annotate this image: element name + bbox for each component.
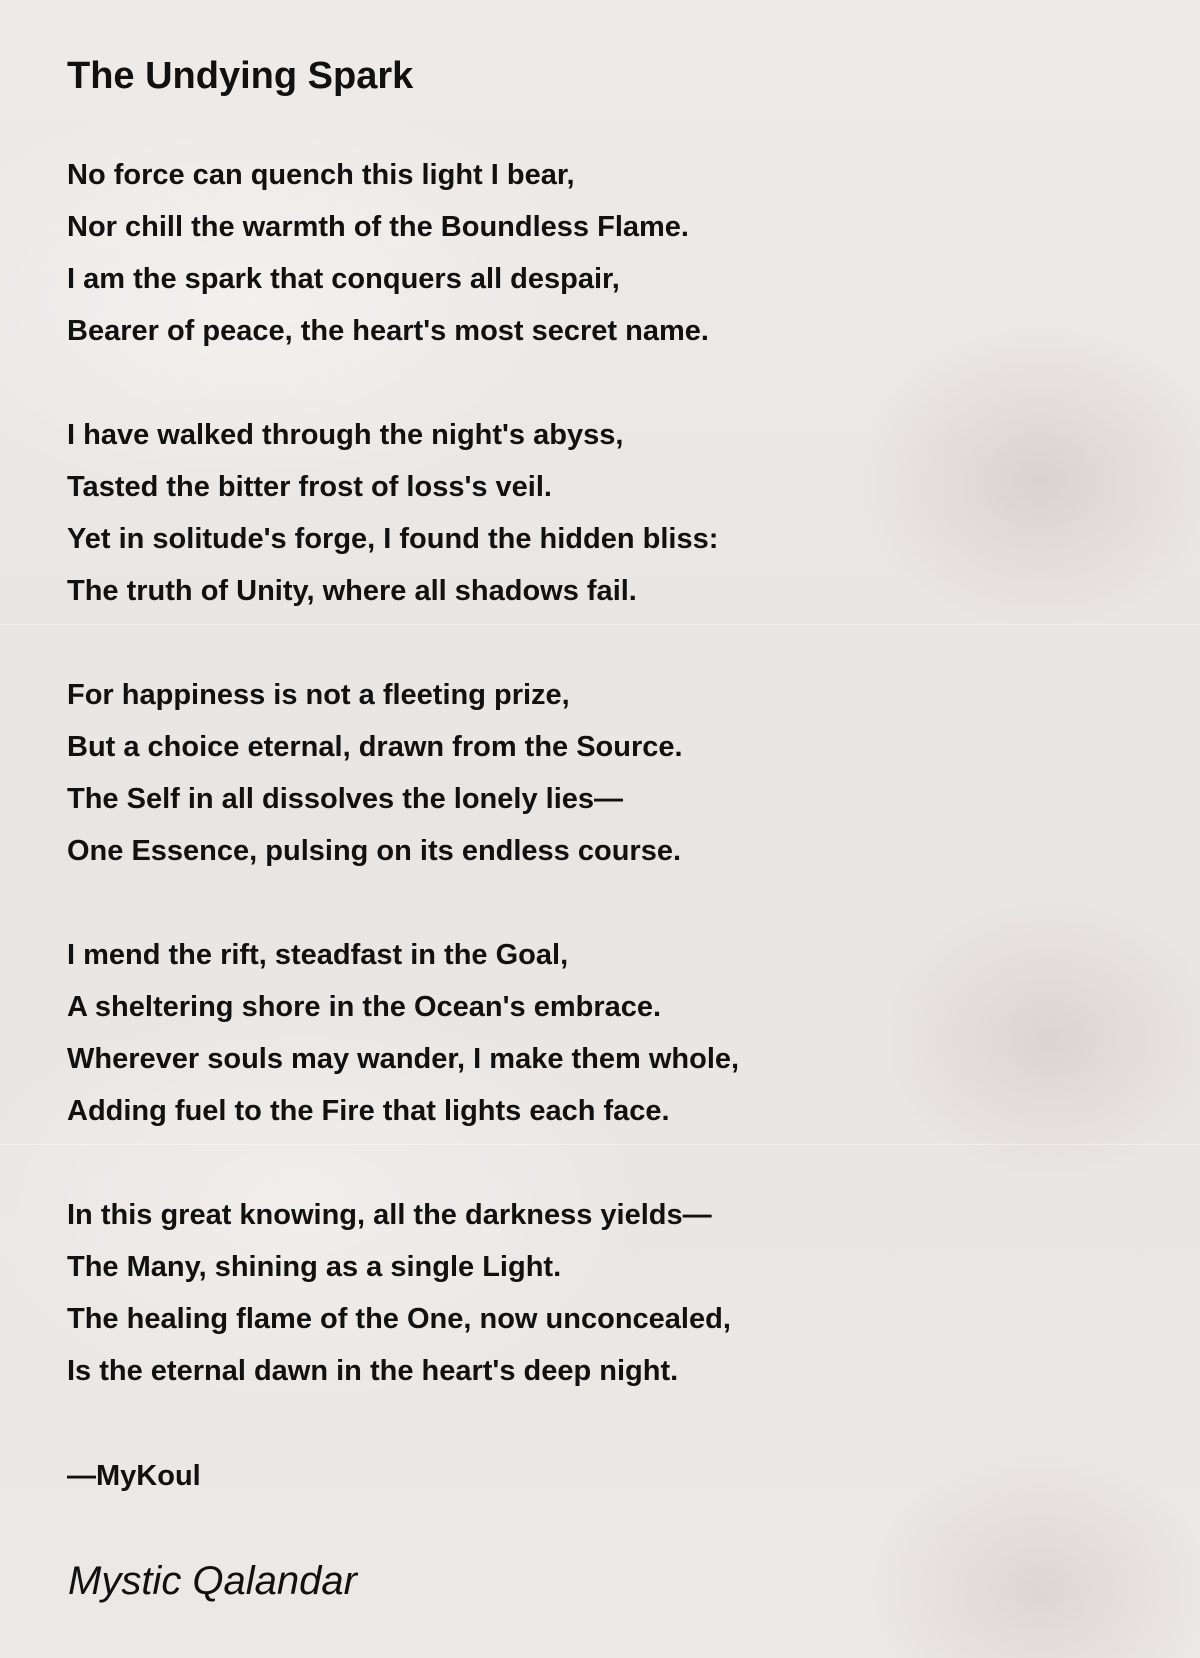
- poem-line: I have walked through the night's abyss,: [67, 419, 624, 451]
- poem-line: Wherever souls may wander, I make them whole,: [67, 1043, 740, 1075]
- stanza-4: [67, 929, 1067, 1137]
- poem-line: Yet in solitude's forge, I found the hidden bliss:: [67, 523, 719, 555]
- poem-line: A sheltering shore in the Ocean's embrace.: [67, 991, 662, 1023]
- poem-line: Adding fuel to the Fire that lights each face.: [67, 1095, 670, 1127]
- stanza-2: [67, 409, 1067, 617]
- poem-line: The Self in all dissolves the lonely lies—: [67, 783, 624, 815]
- poem-line: One Essence, pulsing on its endless course.: [67, 835, 682, 867]
- poem-line: Tasted the bitter frost of loss's veil.: [67, 471, 552, 503]
- poem-line: But a choice eternal, drawn from the Source.: [67, 731, 683, 763]
- poet-name: Mystic Qalandar: [68, 1559, 357, 1603]
- stanza-1: [67, 149, 1067, 357]
- poem-signature: —MyKoul: [67, 1460, 201, 1492]
- poem-line: Nor chill the warmth of the Boundless Flame.: [67, 211, 689, 243]
- poem-line: In this great knowing, all the darkness yields—: [67, 1199, 712, 1231]
- poem-line: The Many, shining as a single Light.: [67, 1251, 562, 1283]
- poem-line: Bearer of peace, the heart's most secret name.: [67, 315, 709, 347]
- poem-body: [67, 149, 1067, 1449]
- poem-line: No force can quench this light I bear,: [67, 159, 575, 191]
- poem-line: I am the spark that conquers all despair,: [67, 263, 620, 295]
- poem-line: The truth of Unity, where all shadows fail.: [67, 575, 637, 607]
- stanza-5: [67, 1189, 1067, 1397]
- poem-line: I mend the rift, steadfast in the Goal,: [67, 939, 569, 971]
- stanza-3: [67, 669, 1067, 877]
- poem-line: Is the eternal dawn in the heart's deep night.: [67, 1355, 679, 1387]
- poem-title: The Undying Spark: [67, 55, 414, 97]
- poem-line: The healing flame of the One, now unconcealed,: [67, 1303, 731, 1335]
- poem-line: For happiness is not a fleeting prize,: [67, 679, 570, 711]
